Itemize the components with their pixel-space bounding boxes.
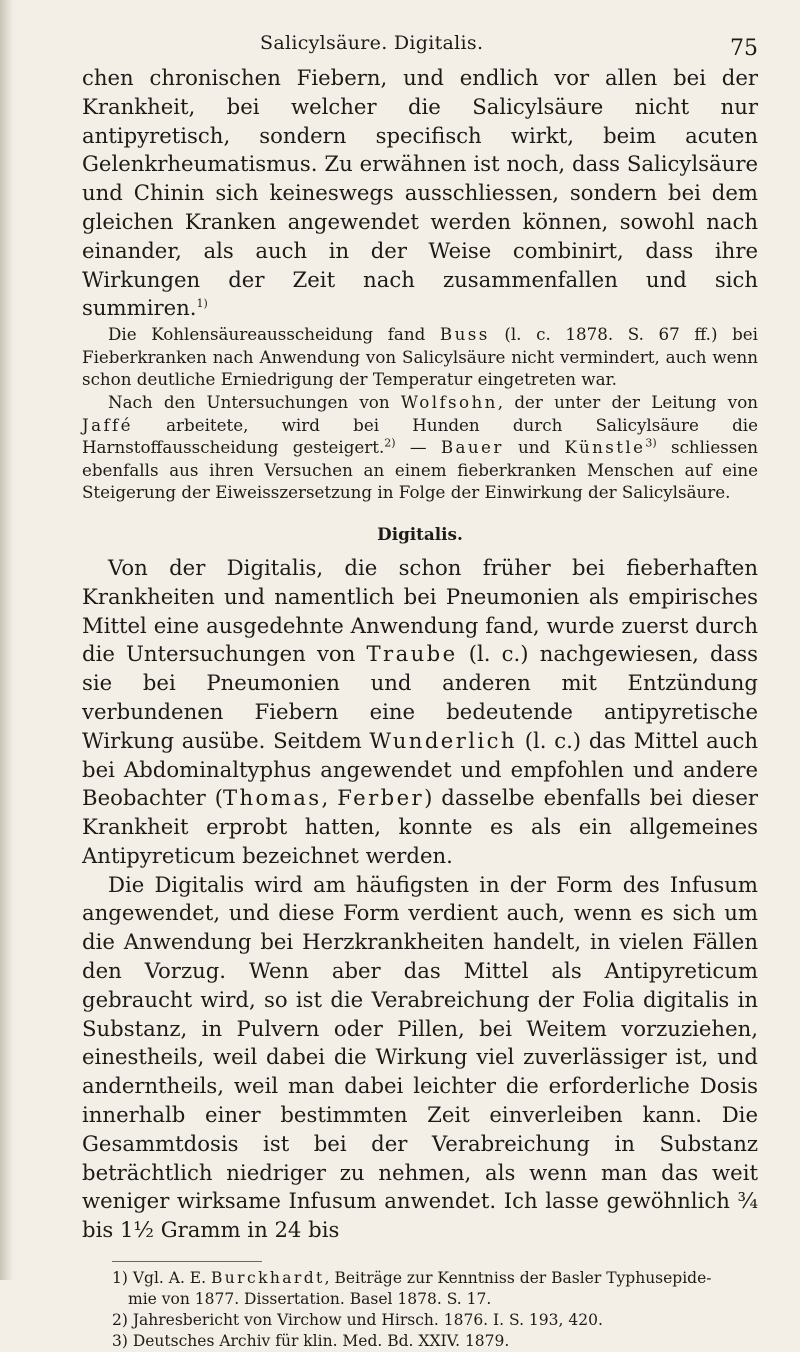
author-bauer: Bauer	[440, 437, 504, 458]
text-fragment: ,	[321, 785, 329, 811]
footnote-2: 2) Jahresbericht von Virchow und Hirsch. 1876. I. S. 193, 420.	[112, 1311, 603, 1330]
author-wolfsohn: Wolfsohn	[400, 391, 498, 412]
author-kuenstle: Künstle	[564, 437, 646, 458]
paragraph-digitalis-history	[82, 554, 758, 871]
paragraph-digitalis-dosage: Die Digitalis wird am häufigsten in der Form des Infusum angewendet, und diese Form verdient auch, wenn es sich um die Anwendung bei Herzkrankheiten handelt, in vielen Fällen den Vorzug. Wenn aber das Mittel als Antipyreticum gebraucht wird, so ist die Verabreichung der Folia digitalis in Substanz, in Pulvern oder Pillen, bei Weitem vorzuziehen, einestheils, weil dabei die Wirkung viel zuverlässiger ist, und anderntheils, weil man dabei leichter die erforderliche Dosis innerhalb einer bestimmten Zeit einverleiben kann. Die Gesammtdosis ist bei der Verabreichung in Substanz beträchtlich niedriger zu nehmen, als wenn man das weit weniger wirksame Infusum anwendet. Ich lasse gewöhnlich ¾ bis 1½ Gramm in 24 bis	[82, 871, 758, 1243]
page-edge-shadow	[0, 0, 14, 1280]
text-fragment: Die Kohlensäureausscheidung fand	[108, 324, 426, 345]
footnote-3: 3) Deutsches Archiv für klin. Med. Bd. XXIV. 1879.	[112, 1332, 510, 1351]
text-fragment: Nach den Untersuchungen von	[108, 391, 390, 412]
text-fragment: arbeitete, wird bei Hunden durch Salicylsäure die Harnstoffausscheidung gesteigert.	[82, 414, 758, 458]
text-fragment: —	[409, 437, 427, 458]
text-fragment: Von der Digitalis, die schon früher bei fieberhaften Krankheiten und namentlich bei Pneumonien als empirisches Mittel eine ausgedehnte Anwendung fand, wurde zuerst durch die Untersuchungen von	[82, 554, 758, 667]
footnote-ref-2: 2)	[384, 436, 396, 450]
author-jaffe: Jaffé	[82, 414, 133, 435]
paragraph-text: chen chronischen Fiebern, und endlich vor allen bei der Krankheit, bei welcher die Salicylsäure nicht nur antipyretisch, sondern specifisch wirkt, beim acuten Gelenkrheumatismus. Zu erwähnen ist noch, dass Salicylsäure und Chinin sich keineswegs ausschliessen, sondern bei dem gleichen Kranken angewendet werden können, sowohl nach einander, als auch in der Weise combinirt, dass ihre Wirkungen der Zeit nach zusammenfallen und sich summiren.	[82, 65, 758, 321]
text-fragment: (l. c.) das Mittel auch bei Abdominaltyphus angewendet und empfohlen und andere Beobachter (	[82, 727, 758, 811]
author-buss: Buss	[439, 324, 490, 345]
text-fragment: und	[518, 437, 551, 458]
paragraph-salicylic-uses	[82, 64, 758, 323]
footnote-1	[112, 1268, 782, 1289]
footnote-ref-3: 3)	[645, 436, 657, 450]
author-wunderlich: Wunderlich	[369, 727, 517, 753]
text-fragment: ) dasselbe ebenfalls bei dieser Krankheit erprobt hatten, konnte es als ein allgemeines Antipyreticum bezeichnet werden.	[82, 785, 758, 868]
author-traube: Traube	[366, 641, 458, 667]
author-ferber: Ferber	[337, 785, 425, 811]
paragraph-co2-excretion	[82, 323, 758, 391]
author-thomas: Thomas	[222, 785, 322, 811]
footnote-1-continued: mie von 1877. Dissertation. Basel 1878. S. 17.	[128, 1290, 492, 1309]
text-fragment: , Beiträge zur Kenntniss der Basler Typhusepide-	[324, 1269, 712, 1288]
page-number: 75	[730, 36, 758, 61]
section-heading-digitalis: Digitalis.	[377, 523, 463, 544]
author-burckhardt: Burckhardt	[211, 1269, 325, 1288]
text-fragment: (l. c. 1878. S. 67 ff.) bei Fieberkranken nach Anwendung von Salicylsäure nicht vermindert, auch wenn schon deutliche Erniedrigung der Temperatur eingetreten war.	[82, 324, 759, 390]
footnotes	[82, 1268, 782, 1352]
running-header	[82, 26, 782, 64]
footnote-divider	[112, 1261, 262, 1262]
text-fragment: 1) Vgl. A. E.	[112, 1269, 207, 1288]
running-title: Salicylsäure. Digitalis.	[260, 32, 484, 54]
text-fragment: , der unter der Leitung von	[497, 391, 758, 412]
footnote-ref-1: 1)	[196, 297, 208, 311]
book-page	[82, 26, 782, 1351]
paragraph-urea-excretion	[82, 391, 758, 504]
text-fragment: (l. c.) nachgewiesen, dass sie bei Pneumonien und anderen mit Entzündung verbundenen Fiebern eine bedeutende antipyretische Wirkung ausübe. Seitdem	[82, 641, 758, 753]
text-fragment: schliessen ebenfalls aus ihren Versuchen an einem fieberkranken Menschen auf eine Steigerung der Eiweisszersetzung in Folge der Einwirkung der Salicylsäure.	[82, 437, 758, 503]
